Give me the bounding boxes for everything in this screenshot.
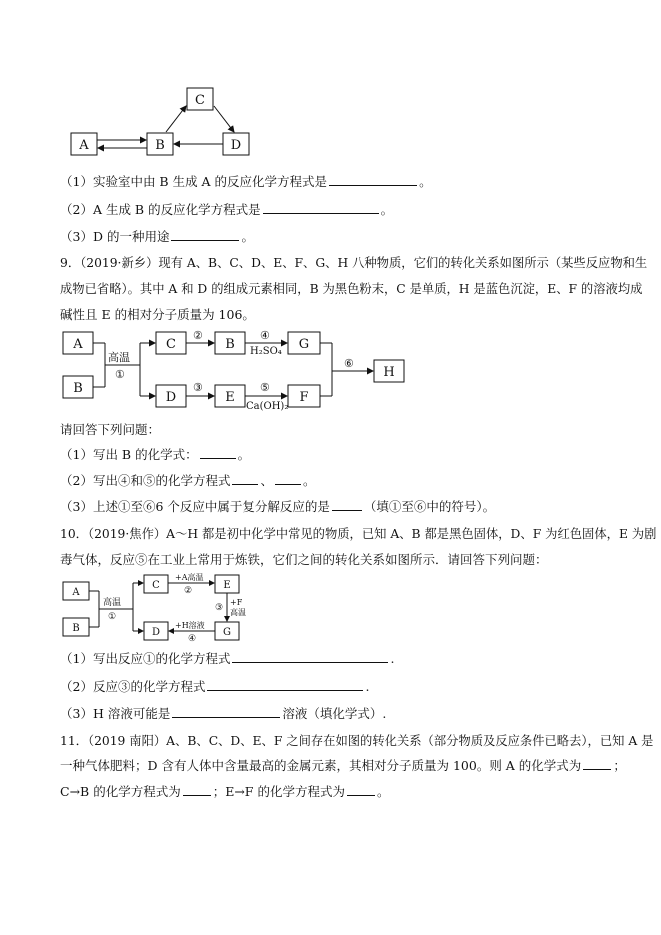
node-a-label: A bbox=[79, 138, 89, 153]
answer-blank[interactable] bbox=[200, 446, 236, 459]
plus-f-label: +F bbox=[230, 598, 243, 607]
answer-blank[interactable] bbox=[232, 472, 258, 485]
q9-line-2: 成物已省略）。其中 A 和 D 的组成元素相同，B 为黑色粉末，C 是单质，H 是蓝色沉淀，E、F 的溶液均成 bbox=[60, 282, 643, 296]
plus-a-high-label: +A高温 bbox=[175, 573, 204, 582]
q11-line-2: 一种气体肥料；D 含有人体中含量最高的金属元素，其相对分子质量为 100。则 A 的化学式为 ； bbox=[60, 758, 626, 773]
q10-line-2: 毒气体，反应⑤在工业上常用于炼铁，它们之间的转化关系如图所示．请回答下列问题： bbox=[60, 552, 548, 567]
cond-high-temp: 高温 bbox=[108, 351, 130, 364]
reaction-3-label: ③ bbox=[193, 381, 203, 394]
node-h-label: H bbox=[383, 365, 395, 380]
reaction-2-label: ② bbox=[193, 329, 203, 342]
node-g-label: G bbox=[223, 627, 231, 638]
answer-blank[interactable] bbox=[332, 498, 362, 511]
q10-item-1: （1）写出反应①的化学方程式 . bbox=[60, 651, 395, 666]
answer-blank[interactable] bbox=[172, 705, 280, 718]
node-c-label: C bbox=[195, 93, 205, 108]
node-c-label: C bbox=[152, 580, 160, 591]
answer-blank[interactable] bbox=[232, 650, 388, 663]
q9-prompt: 请回答下列问题： bbox=[60, 422, 161, 437]
node-b2-label: B bbox=[225, 337, 235, 352]
reaction-4-label: ④ bbox=[188, 634, 197, 644]
q9-item-1: （1）写出 B 的化学式： 。 bbox=[60, 447, 251, 462]
reaction-5-label: ⑤ bbox=[260, 381, 270, 394]
arrow-b-to-c bbox=[166, 106, 186, 132]
q8-diagram bbox=[60, 82, 270, 164]
reaction-1-label: ① bbox=[108, 612, 117, 622]
q8-item-3: （3）D 的一种用途 。 bbox=[60, 229, 254, 244]
answer-blank[interactable] bbox=[183, 783, 211, 796]
q9-line-1: 9．（2019·新乡）现有 A、B、C、D、E、F、G、H 八种物质，它们的转化关系如图所示（某些反应物和生 bbox=[60, 256, 648, 270]
reaction-6-label: ⑥ bbox=[344, 357, 354, 370]
q10-diagram bbox=[60, 573, 260, 645]
q8-item-1: （1）实验室中由 B 生成 A 的反应化学方程式是 。 bbox=[60, 174, 432, 189]
node-a-label: A bbox=[73, 337, 83, 352]
caoh2-label: Ca(OH)₂ bbox=[246, 401, 289, 412]
node-b-label: B bbox=[155, 138, 165, 153]
q10-item-3: （3）H 溶液可能是 溶液（填化学式）. bbox=[60, 706, 387, 721]
node-c-label: C bbox=[166, 337, 176, 352]
answer-blank[interactable] bbox=[347, 783, 375, 796]
cond-high-temp: 高温 bbox=[103, 598, 122, 608]
high-temp-label: 高温 bbox=[230, 608, 246, 617]
node-a-label: A bbox=[72, 587, 80, 598]
answer-blank[interactable] bbox=[207, 678, 363, 691]
arrow-c-to-d bbox=[214, 106, 234, 132]
q11-line-3: C→B 的化学方程式为 ；E→F 的化学方程式为 。 bbox=[60, 784, 390, 799]
node-b-label: B bbox=[73, 381, 83, 396]
q9-line-3: 碱性且 E 的相对分子质量为 106。 bbox=[60, 307, 255, 322]
q10-line-1: 10．（2019·焦作）A～H 都是初中化学中常见的物质，已知 A、B 都是黑色固体，D、F 为红色固体，E 为剧 bbox=[60, 527, 657, 541]
node-e-label: E bbox=[225, 390, 235, 405]
node-e-label: E bbox=[223, 580, 231, 591]
node-f-label: F bbox=[299, 390, 309, 405]
q9-diagram bbox=[60, 325, 410, 415]
q8-item-2: （2）A 生成 B 的反应化学方程式是 。 bbox=[60, 202, 394, 217]
node-g-label: G bbox=[298, 337, 310, 352]
reaction-3-label: ③ bbox=[215, 603, 224, 613]
answer-blank[interactable] bbox=[275, 472, 301, 485]
plus-h-label: +H溶液 bbox=[175, 621, 205, 630]
q9-item-3: （3）上述①至⑥6 个反应中属于复分解反应的是 （填①至⑥中的符号）。 bbox=[60, 499, 496, 514]
q11-line-1: 11．（2019 南阳）A、B、C、D、E、F 之间存在如图的转化关系（部分物质及反应条件已略去），已知 A 是 bbox=[60, 734, 654, 748]
node-d-label: D bbox=[151, 627, 161, 638]
answer-blank[interactable] bbox=[171, 228, 239, 241]
node-d-label: D bbox=[165, 390, 177, 405]
reaction-1-label: ① bbox=[115, 368, 125, 381]
reaction-2-label: ② bbox=[184, 586, 193, 596]
answer-blank[interactable] bbox=[329, 173, 417, 186]
q10-item-2: （2）反应③的化学方程式 . bbox=[60, 679, 370, 694]
answer-blank[interactable] bbox=[583, 757, 611, 770]
q9-item-2: （2）写出④和⑤的化学方程式 、 。 bbox=[60, 473, 316, 488]
answer-blank[interactable] bbox=[263, 201, 379, 214]
reaction-4-label: ④ bbox=[260, 329, 270, 342]
h2so4-label: H₂SO₄ bbox=[250, 346, 282, 357]
node-d-label: D bbox=[230, 138, 242, 153]
node-b-label: B bbox=[72, 623, 80, 634]
